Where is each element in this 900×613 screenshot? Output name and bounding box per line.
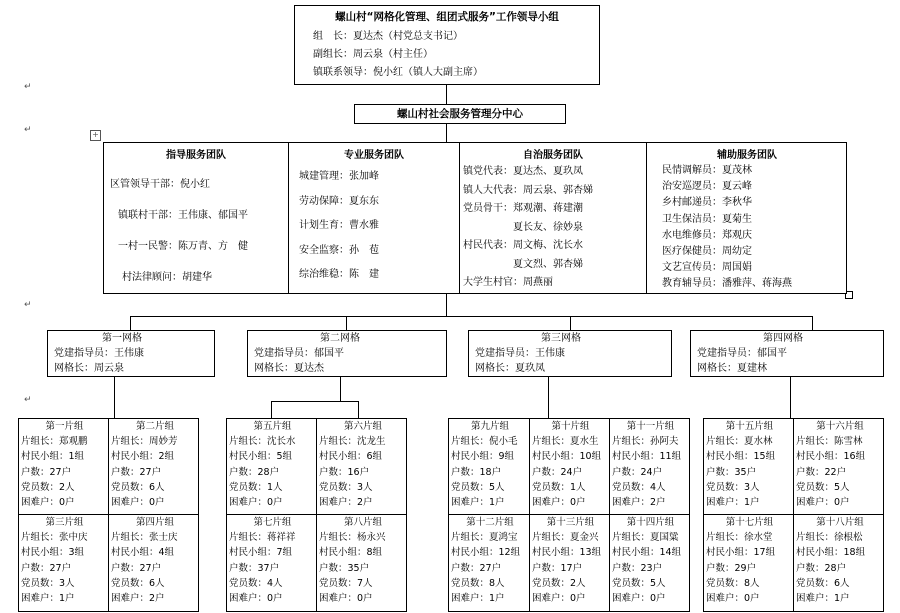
team-member: 区管领导干部：倪小红 bbox=[110, 179, 210, 190]
group-cell bbox=[109, 515, 199, 611]
paragraph-mark: ↵ bbox=[24, 82, 32, 92]
leader-group-title: 螺山村“网格化管理、组团式服务”工作领导小组 bbox=[335, 11, 559, 23]
team-member: 治安巡逻员：夏云峰 bbox=[662, 181, 752, 193]
paragraph-mark: ↵ bbox=[24, 300, 32, 310]
team-member: 大学生村官：周燕丽 bbox=[463, 277, 553, 288]
group-village: 村民小组：17组 bbox=[706, 547, 776, 559]
connector-line bbox=[446, 124, 447, 142]
group-leader: 片组长：蒋祥祥 bbox=[229, 532, 296, 544]
group-needy-households: 困难户：0户 bbox=[532, 593, 586, 605]
grid-title: 第二网格 bbox=[320, 333, 360, 344]
group-title: 第七片组 bbox=[253, 517, 292, 528]
team-guidance bbox=[104, 143, 288, 293]
group-cell bbox=[794, 419, 884, 514]
group-block-grid1 bbox=[18, 418, 199, 612]
group-leader: 片组长：徐水堂 bbox=[706, 532, 773, 544]
group-party-members: 党员数：2人 bbox=[532, 577, 586, 589]
team-title: 自治服务团队 bbox=[523, 150, 583, 161]
group-village: 村民小组：10组 bbox=[532, 451, 602, 463]
group-households: 户数：35户 bbox=[319, 562, 370, 574]
service-teams-table bbox=[103, 142, 847, 294]
team-member: 夏长友、徐妙泉 bbox=[463, 221, 583, 233]
team-member: 夏文烈、郭杏娣 bbox=[463, 258, 583, 270]
connector-line bbox=[271, 401, 359, 402]
group-title: 第十八片组 bbox=[816, 517, 864, 528]
group-households: 户数：27户 bbox=[21, 562, 72, 574]
group-needy-households: 困难户：0户 bbox=[229, 593, 283, 605]
group-party-members: 党员数：6人 bbox=[111, 481, 165, 493]
grid-guide: 党建指导员：王伟康 bbox=[54, 348, 144, 359]
group-households: 户数：27户 bbox=[111, 562, 162, 574]
group-title: 第十四片组 bbox=[626, 517, 675, 528]
group-households: 户数：27户 bbox=[21, 466, 72, 478]
group-village: 村民小组：2组 bbox=[111, 451, 175, 463]
group-title: 第二片组 bbox=[135, 421, 174, 432]
group-leader: 片组长：杨永兴 bbox=[319, 532, 386, 544]
team-member: 教育辅导员：潘雅萍、蒋海燕 bbox=[662, 278, 792, 290]
team-title: 指导服务团队 bbox=[166, 150, 226, 161]
team-title: 专业服务团队 bbox=[344, 150, 404, 161]
group-households: 户数：27户 bbox=[451, 562, 502, 574]
group-title: 第十三片组 bbox=[546, 517, 595, 528]
grid-title: 第一网格 bbox=[102, 333, 142, 344]
group-party-members: 党员数：5人 bbox=[612, 577, 666, 589]
group-needy-households: 困难户：1户 bbox=[21, 593, 75, 605]
connector-line bbox=[548, 377, 549, 418]
group-party-members: 党员数：3人 bbox=[706, 481, 760, 493]
group-needy-households: 困难户：0户 bbox=[21, 497, 75, 509]
group-leader: 片组长：孙阿夫 bbox=[612, 436, 679, 448]
group-households: 户数：22户 bbox=[796, 466, 847, 478]
connector-line bbox=[130, 316, 813, 317]
grid-box-2 bbox=[247, 330, 447, 377]
paragraph-mark: ↵ bbox=[24, 395, 32, 405]
group-village: 村民小组：6组 bbox=[319, 451, 383, 463]
group-leader: 片组长：陈雪林 bbox=[796, 436, 863, 448]
team-member: 镇联村干部：王伟康、郁国平 bbox=[118, 210, 248, 221]
leader-contact: 镇联系领导：倪小红（镇人大副主席） bbox=[313, 67, 483, 78]
team-member: 村民代表：周文梅、沈长水 bbox=[463, 240, 583, 251]
group-party-members: 党员数：7人 bbox=[319, 577, 373, 589]
group-needy-households: 困难户：0户 bbox=[319, 593, 373, 605]
group-cell bbox=[704, 515, 793, 611]
group-needy-households: 困难户：1户 bbox=[706, 497, 760, 509]
group-leader: 片组长：倪小毛 bbox=[451, 436, 518, 448]
table-move-handle-icon[interactable]: + bbox=[90, 130, 101, 141]
team-member: 综治维稳：陈 建 bbox=[299, 269, 379, 280]
grid-box-4 bbox=[690, 330, 884, 377]
grid-head: 网格长：夏玖凤 bbox=[475, 363, 545, 374]
grid-guide: 党建指导员：王伟康 bbox=[475, 348, 565, 359]
group-cell bbox=[610, 515, 689, 611]
group-leader: 片组长：徐根松 bbox=[796, 532, 863, 544]
connector-line bbox=[271, 401, 272, 418]
team-member: 文艺宣传员：周国娟 bbox=[662, 262, 752, 274]
group-needy-households: 困难户：2户 bbox=[111, 593, 165, 605]
group-block-grid4 bbox=[703, 418, 884, 612]
grid-title: 第三网格 bbox=[541, 333, 581, 344]
group-title: 第十六片组 bbox=[816, 421, 864, 432]
group-party-members: 党员数：3人 bbox=[21, 577, 75, 589]
grid-head: 网格长：夏达杰 bbox=[254, 363, 324, 374]
group-cell bbox=[794, 515, 884, 611]
leader-head: 组 长：夏达杰（村党总支书记） bbox=[313, 31, 463, 42]
group-title: 第十七片组 bbox=[725, 517, 774, 528]
group-title: 第八片组 bbox=[343, 517, 382, 528]
group-village: 村民小组：15组 bbox=[706, 451, 776, 463]
group-leader: 片组长：夏鸿宝 bbox=[451, 532, 518, 544]
team-member: 乡村邮递员：李秋华 bbox=[662, 197, 752, 209]
group-needy-households: 困难户：0户 bbox=[532, 497, 586, 509]
group-village: 村民小组：4组 bbox=[111, 547, 175, 559]
group-party-members: 党员数：4人 bbox=[612, 481, 666, 493]
group-cell bbox=[227, 419, 316, 514]
group-block-grid2 bbox=[226, 418, 407, 612]
group-leader: 片组长：张中庆 bbox=[21, 532, 88, 544]
group-cell bbox=[449, 419, 529, 514]
leader-group-box bbox=[294, 5, 600, 85]
group-title: 第六片组 bbox=[343, 421, 382, 432]
connector-line bbox=[790, 377, 791, 418]
group-leader: 片组长：沈龙生 bbox=[319, 436, 386, 448]
group-cell bbox=[317, 515, 407, 611]
group-title: 第五片组 bbox=[253, 421, 292, 432]
group-village: 村民小组：9组 bbox=[451, 451, 515, 463]
group-village: 村民小组：8组 bbox=[319, 547, 383, 559]
team-autonomy bbox=[460, 143, 646, 293]
group-needy-households: 困难户：1户 bbox=[451, 497, 505, 509]
team-member: 党员骨干：郑观潮、蒋建潮 bbox=[463, 203, 583, 214]
grid-guide: 党建指导员：郁国平 bbox=[697, 348, 787, 359]
group-title: 第十五片组 bbox=[725, 421, 774, 432]
group-households: 户数：23户 bbox=[612, 562, 663, 574]
group-party-members: 党员数：5人 bbox=[796, 481, 850, 493]
group-party-members: 党员数：5人 bbox=[451, 481, 505, 493]
team-title: 辅助服务团队 bbox=[717, 150, 777, 161]
group-party-members: 党员数：6人 bbox=[111, 577, 165, 589]
leader-deputy: 副组长：周云泉（村主任） bbox=[313, 49, 433, 60]
group-party-members: 党员数：1人 bbox=[229, 481, 283, 493]
group-party-members: 党员数：3人 bbox=[319, 481, 373, 493]
team-member: 民情调解员：夏茂林 bbox=[662, 165, 752, 176]
connector-line bbox=[358, 401, 359, 418]
grid-box-3 bbox=[468, 330, 672, 377]
connector-line bbox=[446, 294, 447, 316]
group-cell bbox=[19, 419, 108, 514]
service-center-box bbox=[354, 104, 566, 124]
group-needy-households: 困难户：2户 bbox=[612, 497, 666, 509]
group-needy-households: 困难户：2户 bbox=[319, 497, 373, 509]
grid-guide: 党建指导员：郁国平 bbox=[254, 348, 344, 359]
group-party-members: 党员数：8人 bbox=[451, 577, 505, 589]
group-households: 户数：24户 bbox=[612, 466, 663, 478]
group-cell bbox=[449, 515, 529, 611]
group-title: 第三片组 bbox=[45, 517, 84, 528]
grid-title: 第四网格 bbox=[763, 333, 803, 344]
group-needy-households: 困难户：1户 bbox=[796, 593, 850, 605]
connector-line bbox=[812, 316, 813, 330]
team-auxiliary bbox=[647, 143, 847, 293]
group-party-members: 党员数：2人 bbox=[21, 481, 75, 493]
team-member: 村法律顾问：胡建华 bbox=[122, 272, 212, 283]
group-households: 户数：18户 bbox=[451, 466, 502, 478]
group-needy-households: 困难户：0户 bbox=[111, 497, 165, 509]
group-cell bbox=[227, 515, 316, 611]
paragraph-mark: ↵ bbox=[24, 125, 32, 135]
group-title: 第九片组 bbox=[470, 421, 509, 432]
team-member: 劳动保障：夏东东 bbox=[299, 195, 379, 207]
group-households: 户数：28户 bbox=[796, 562, 847, 574]
group-households: 户数：28户 bbox=[229, 466, 280, 478]
group-households: 户数：27户 bbox=[111, 466, 162, 478]
team-member: 医疗保健员：周幼定 bbox=[662, 246, 752, 258]
connector-line bbox=[130, 316, 131, 330]
team-member: 一村一民警：陈万青、方 健 bbox=[118, 241, 248, 252]
group-title: 第十一片组 bbox=[626, 421, 675, 432]
group-households: 户数：29户 bbox=[706, 562, 757, 574]
group-cell bbox=[19, 515, 108, 611]
group-cell bbox=[530, 515, 609, 611]
group-needy-households: 困难户：0户 bbox=[612, 593, 666, 605]
service-center-title: 螺山村社会服务管理分中心 bbox=[397, 108, 523, 120]
grid-head: 网格长：周云泉 bbox=[54, 363, 124, 374]
group-cell bbox=[530, 419, 609, 514]
team-member: 卫生保洁员：夏菊生 bbox=[662, 213, 752, 225]
group-leader: 片组长：郑观鹏 bbox=[21, 436, 88, 448]
group-block-grid3 bbox=[448, 418, 690, 612]
group-households: 户数：35户 bbox=[706, 466, 757, 478]
group-households: 户数：17户 bbox=[532, 562, 583, 574]
group-leader: 片组长：沈长水 bbox=[229, 436, 296, 448]
group-village: 村民小组：5组 bbox=[229, 451, 293, 463]
group-needy-households: 困难户：0户 bbox=[796, 497, 850, 509]
group-title: 第一片组 bbox=[45, 421, 84, 432]
connector-line bbox=[570, 316, 571, 330]
connector-line bbox=[114, 377, 115, 418]
group-title: 第四片组 bbox=[135, 517, 174, 528]
grid-head: 网格长：夏建林 bbox=[697, 363, 767, 374]
group-title: 第十二片组 bbox=[466, 517, 514, 528]
group-households: 户数：16户 bbox=[319, 466, 370, 478]
team-member: 安全监察：孙 苞 bbox=[299, 244, 379, 256]
group-party-members: 党员数：6人 bbox=[796, 577, 850, 589]
group-needy-households: 困难户：0户 bbox=[706, 593, 760, 605]
team-member: 水电维修员：郑观庆 bbox=[662, 229, 752, 241]
group-party-members: 党员数：8人 bbox=[706, 577, 760, 589]
team-member: 计划生育：曹水雅 bbox=[299, 220, 379, 231]
group-title: 第十片组 bbox=[551, 421, 590, 432]
group-cell bbox=[109, 419, 199, 514]
group-village: 村民小组：3组 bbox=[21, 547, 85, 559]
group-needy-households: 困难户：0户 bbox=[229, 497, 283, 509]
team-professional bbox=[289, 143, 459, 293]
group-needy-households: 困难户：1户 bbox=[451, 593, 505, 605]
group-village: 村民小组：14组 bbox=[612, 547, 682, 559]
team-member: 城建管理：张加峰 bbox=[299, 171, 379, 182]
group-party-members: 党员数：1人 bbox=[532, 481, 586, 493]
group-leader: 片组长：夏水生 bbox=[532, 436, 599, 448]
group-leader: 片组长：周妙芳 bbox=[111, 436, 178, 448]
group-village: 村民小组：7组 bbox=[229, 547, 293, 559]
group-village: 村民小组：13组 bbox=[532, 547, 602, 559]
group-leader: 片组长：夏国粱 bbox=[612, 532, 679, 544]
team-member: 镇党代表：夏达杰、夏玖凤 bbox=[463, 166, 583, 177]
connector-line bbox=[340, 377, 341, 401]
group-households: 户数：24户 bbox=[532, 466, 583, 478]
group-village: 村民小组：12组 bbox=[451, 547, 521, 559]
group-cell bbox=[317, 419, 407, 514]
group-party-members: 党员数：4人 bbox=[229, 577, 283, 589]
group-village: 村民小组：18组 bbox=[796, 547, 866, 559]
team-member: 镇人大代表：周云泉、郭杏娣 bbox=[463, 184, 593, 196]
group-leader: 片组长：夏水林 bbox=[706, 436, 773, 448]
connector-line bbox=[446, 85, 447, 104]
group-village: 村民小组：11组 bbox=[612, 451, 682, 463]
group-leader: 片组长：张士庆 bbox=[111, 532, 178, 544]
group-leader: 片组长：夏金兴 bbox=[532, 532, 599, 544]
group-village: 村民小组：1组 bbox=[21, 451, 85, 463]
group-cell bbox=[704, 419, 793, 514]
group-households: 户数：37户 bbox=[229, 562, 280, 574]
grid-box-1 bbox=[47, 330, 215, 377]
connector-line bbox=[346, 316, 347, 330]
group-cell bbox=[610, 419, 689, 514]
group-village: 村民小组：16组 bbox=[796, 451, 866, 463]
